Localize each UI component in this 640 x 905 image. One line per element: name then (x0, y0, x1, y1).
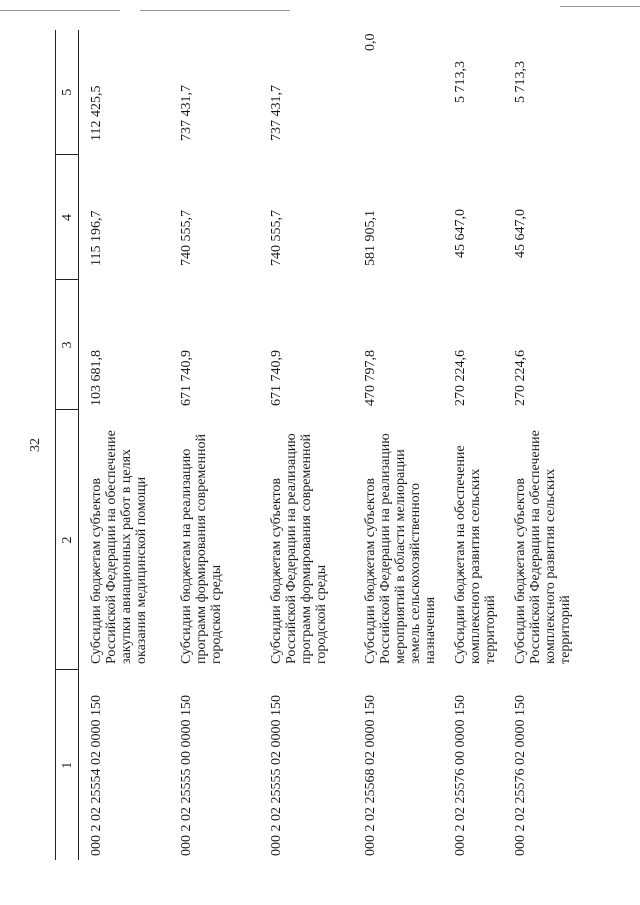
value-col5-cell: 5 713,3 (453, 61, 468, 103)
column-header-2: 2 (56, 410, 79, 670)
column-header-4: 4 (56, 155, 79, 280)
description-cell: Субсидии бюджетам субъектов Российской Федерации на обеспечение комплексного развития сельских территорий (513, 430, 573, 664)
rotated-document-page (28, 30, 575, 860)
value-col4-cell: 115 196,7 (89, 210, 104, 266)
scan-artifact-line (140, 10, 290, 11)
budget-code-cell: 000 2 02 25554 02 0000 150 (89, 695, 104, 856)
table-header-row (56, 30, 79, 860)
value-col3-cell: 270 224,6 (513, 350, 528, 406)
description-cell: Субсидии бюджетам субъектов Российской Федерации на обеспечение закупки авиационных работ в целях оказания медицинской помощи (89, 430, 149, 664)
value-col4-cell: 740 555,7 (269, 210, 284, 266)
table-row (443, 30, 503, 860)
value-col3-cell: 470 797,8 (363, 350, 378, 406)
budget-code-cell: 000 2 02 25555 00 0000 150 (179, 695, 194, 856)
table-row (259, 30, 353, 860)
value-col5-cell: 0,0 (363, 33, 378, 51)
budget-code-cell: 000 2 02 25576 00 0000 150 (453, 695, 468, 856)
budget-code-cell: 000 2 02 25576 02 0000 150 (513, 695, 528, 856)
value-col4-cell: 45 647,0 (513, 209, 528, 258)
value-col3-cell: 671 740,9 (269, 350, 284, 406)
budget-code-cell: 000 2 02 25568 02 0000 150 (363, 695, 378, 856)
description-cell: Субсидии бюджетам на обеспечение комплексного развития сельских территорий (453, 445, 498, 664)
scan-artifact-line (0, 10, 120, 11)
value-col3-cell: 270 224,6 (453, 350, 468, 406)
value-col4-cell: 740 555,7 (179, 210, 194, 266)
description-cell: Субсидии бюджетам субъектов Российской Федерации на реализацию программ формирования современной городской среды (269, 433, 329, 664)
table-row (79, 30, 170, 860)
value-col4-cell: 581 905,1 (363, 210, 378, 266)
value-col5-cell: 737 431,7 (179, 85, 194, 141)
value-col4-cell: 45 647,0 (453, 209, 468, 258)
value-col3-cell: 671 740,9 (179, 350, 194, 406)
budget-code-cell: 000 2 02 25555 02 0000 150 (269, 695, 284, 856)
page-number: 32 (28, 438, 43, 452)
budget-table (55, 30, 573, 860)
description-cell: Субсидии бюджетам субъектов Российской Федерации на реализацию мероприятий в области мелиорации земель сельскохозяйственного назначения (363, 433, 438, 664)
table-row (353, 30, 443, 860)
value-col5-cell: 112 425,5 (89, 85, 104, 141)
scan-artifact-line (560, 6, 640, 7)
table-row (169, 30, 259, 860)
description-cell: Субсидии бюджетам на реализацию программ формирования современной городской среды (179, 433, 224, 664)
table-row (503, 30, 573, 860)
value-col5-cell: 5 713,3 (513, 61, 528, 103)
column-header-5: 5 (56, 30, 79, 155)
column-header-3: 3 (56, 280, 79, 410)
value-col5-cell: 737 431,7 (269, 85, 284, 141)
column-header-1: 1 (56, 670, 79, 860)
value-col3-cell: 103 681,8 (89, 350, 104, 406)
